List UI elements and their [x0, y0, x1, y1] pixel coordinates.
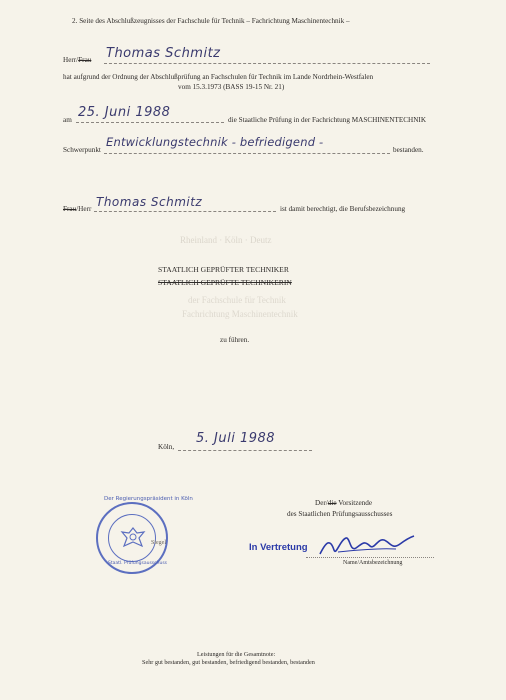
second-name-label: [63, 206, 91, 213]
vorsitz-line2: des Staatlichen Prüfungsausschusses: [287, 510, 393, 518]
siegel-label: Siegel: [151, 540, 166, 546]
label-herr-2: /Herr: [76, 205, 92, 213]
place-label: Köln,: [158, 443, 175, 451]
title-female-struck: STAATLICH GEPRÜFTE TECHNIKERIN: [158, 278, 292, 287]
exam-date-suffix: die Staatliche Prüfung in der Fachrichtung MASCHINENTECHNIK: [228, 116, 427, 124]
in-vertretung-stamp: In Vertretung: [249, 542, 308, 553]
seal-outer-text: Der Regierungspräsident in Köln: [104, 496, 193, 502]
name-underline: [104, 63, 430, 64]
official-seal-stamp: [96, 496, 193, 574]
vorsitz-die-struck: die: [327, 499, 337, 507]
label-frau-struck: Frau: [78, 56, 92, 64]
second-name-suffix: ist damit berechtigt, die Berufsbezeichnung: [280, 205, 406, 213]
showthrough-ghost-text: der Fachschule für Technik: [188, 295, 286, 305]
handwritten-issue-date: 5. Juli 1988: [196, 431, 276, 446]
label-frau-struck-2: Frau: [63, 205, 77, 213]
signature-mark: [316, 532, 416, 560]
seal-inner-text: Staatl. Prüfungsausschuss: [108, 561, 168, 566]
title-male: STAATLICH GEPRÜFTER TECHNIKER: [158, 265, 289, 274]
handwritten-name-2: Thomas Schmitz: [96, 195, 203, 209]
label-herr: Herr/: [63, 56, 79, 64]
handwritten-schwerpunkt: Entwicklungstechnik - befriedigend -: [106, 135, 324, 149]
footer-line1: Leistungen für die Gesamtnote:: [197, 651, 276, 658]
issue-date-underline: [178, 450, 312, 451]
schwerpunkt-label: Schwerpunkt: [63, 146, 101, 154]
showthrough-ghost-text: Fachrichtung Maschinentechnik: [182, 309, 298, 319]
second-name-underline: [94, 211, 276, 212]
zu-fuehren-text: zu führen.: [220, 336, 250, 344]
signature-underline: [306, 557, 434, 558]
signature-caption: Name/Amtsbezeichnung: [343, 560, 403, 566]
handwritten-name: Thomas Schmitz: [106, 46, 221, 61]
ordnung-text-line1: hat aufgrund der Ordnung der Abschlußprüfung an Fachschulen für Technik im Lande Nordrhein-Westfalen: [63, 73, 374, 81]
showthrough-ghost-text: Rheinland · Köln · Deutz: [180, 235, 272, 245]
handwritten-exam-date: 25. Juni 1988: [78, 105, 171, 120]
page-header: 2. Seite des Abschlußzeugnisses der Fachschule für Technik – Fachrichtung Maschinentechnik –: [72, 17, 350, 25]
ordnung-text-line2: vom 15.3.1973 (BASS 19-15 Nr. 21): [178, 83, 285, 91]
exam-date-underline: [76, 122, 224, 123]
vorsitz-line1: [315, 500, 372, 507]
vorsitz-suffix: Vorsitzende: [338, 499, 373, 507]
schwerpunkt-suffix: bestanden.: [393, 146, 424, 154]
exam-date-prefix: am: [63, 116, 72, 124]
vorsitz-der: Der/: [315, 499, 328, 507]
footer-line2: Sehr gut bestanden, gut bestanden, befriedigend bestanden, bestanden: [142, 659, 315, 666]
eagle-emblem-icon: [118, 524, 148, 554]
name-label: [63, 57, 91, 64]
schwerpunkt-underline: [104, 153, 390, 154]
